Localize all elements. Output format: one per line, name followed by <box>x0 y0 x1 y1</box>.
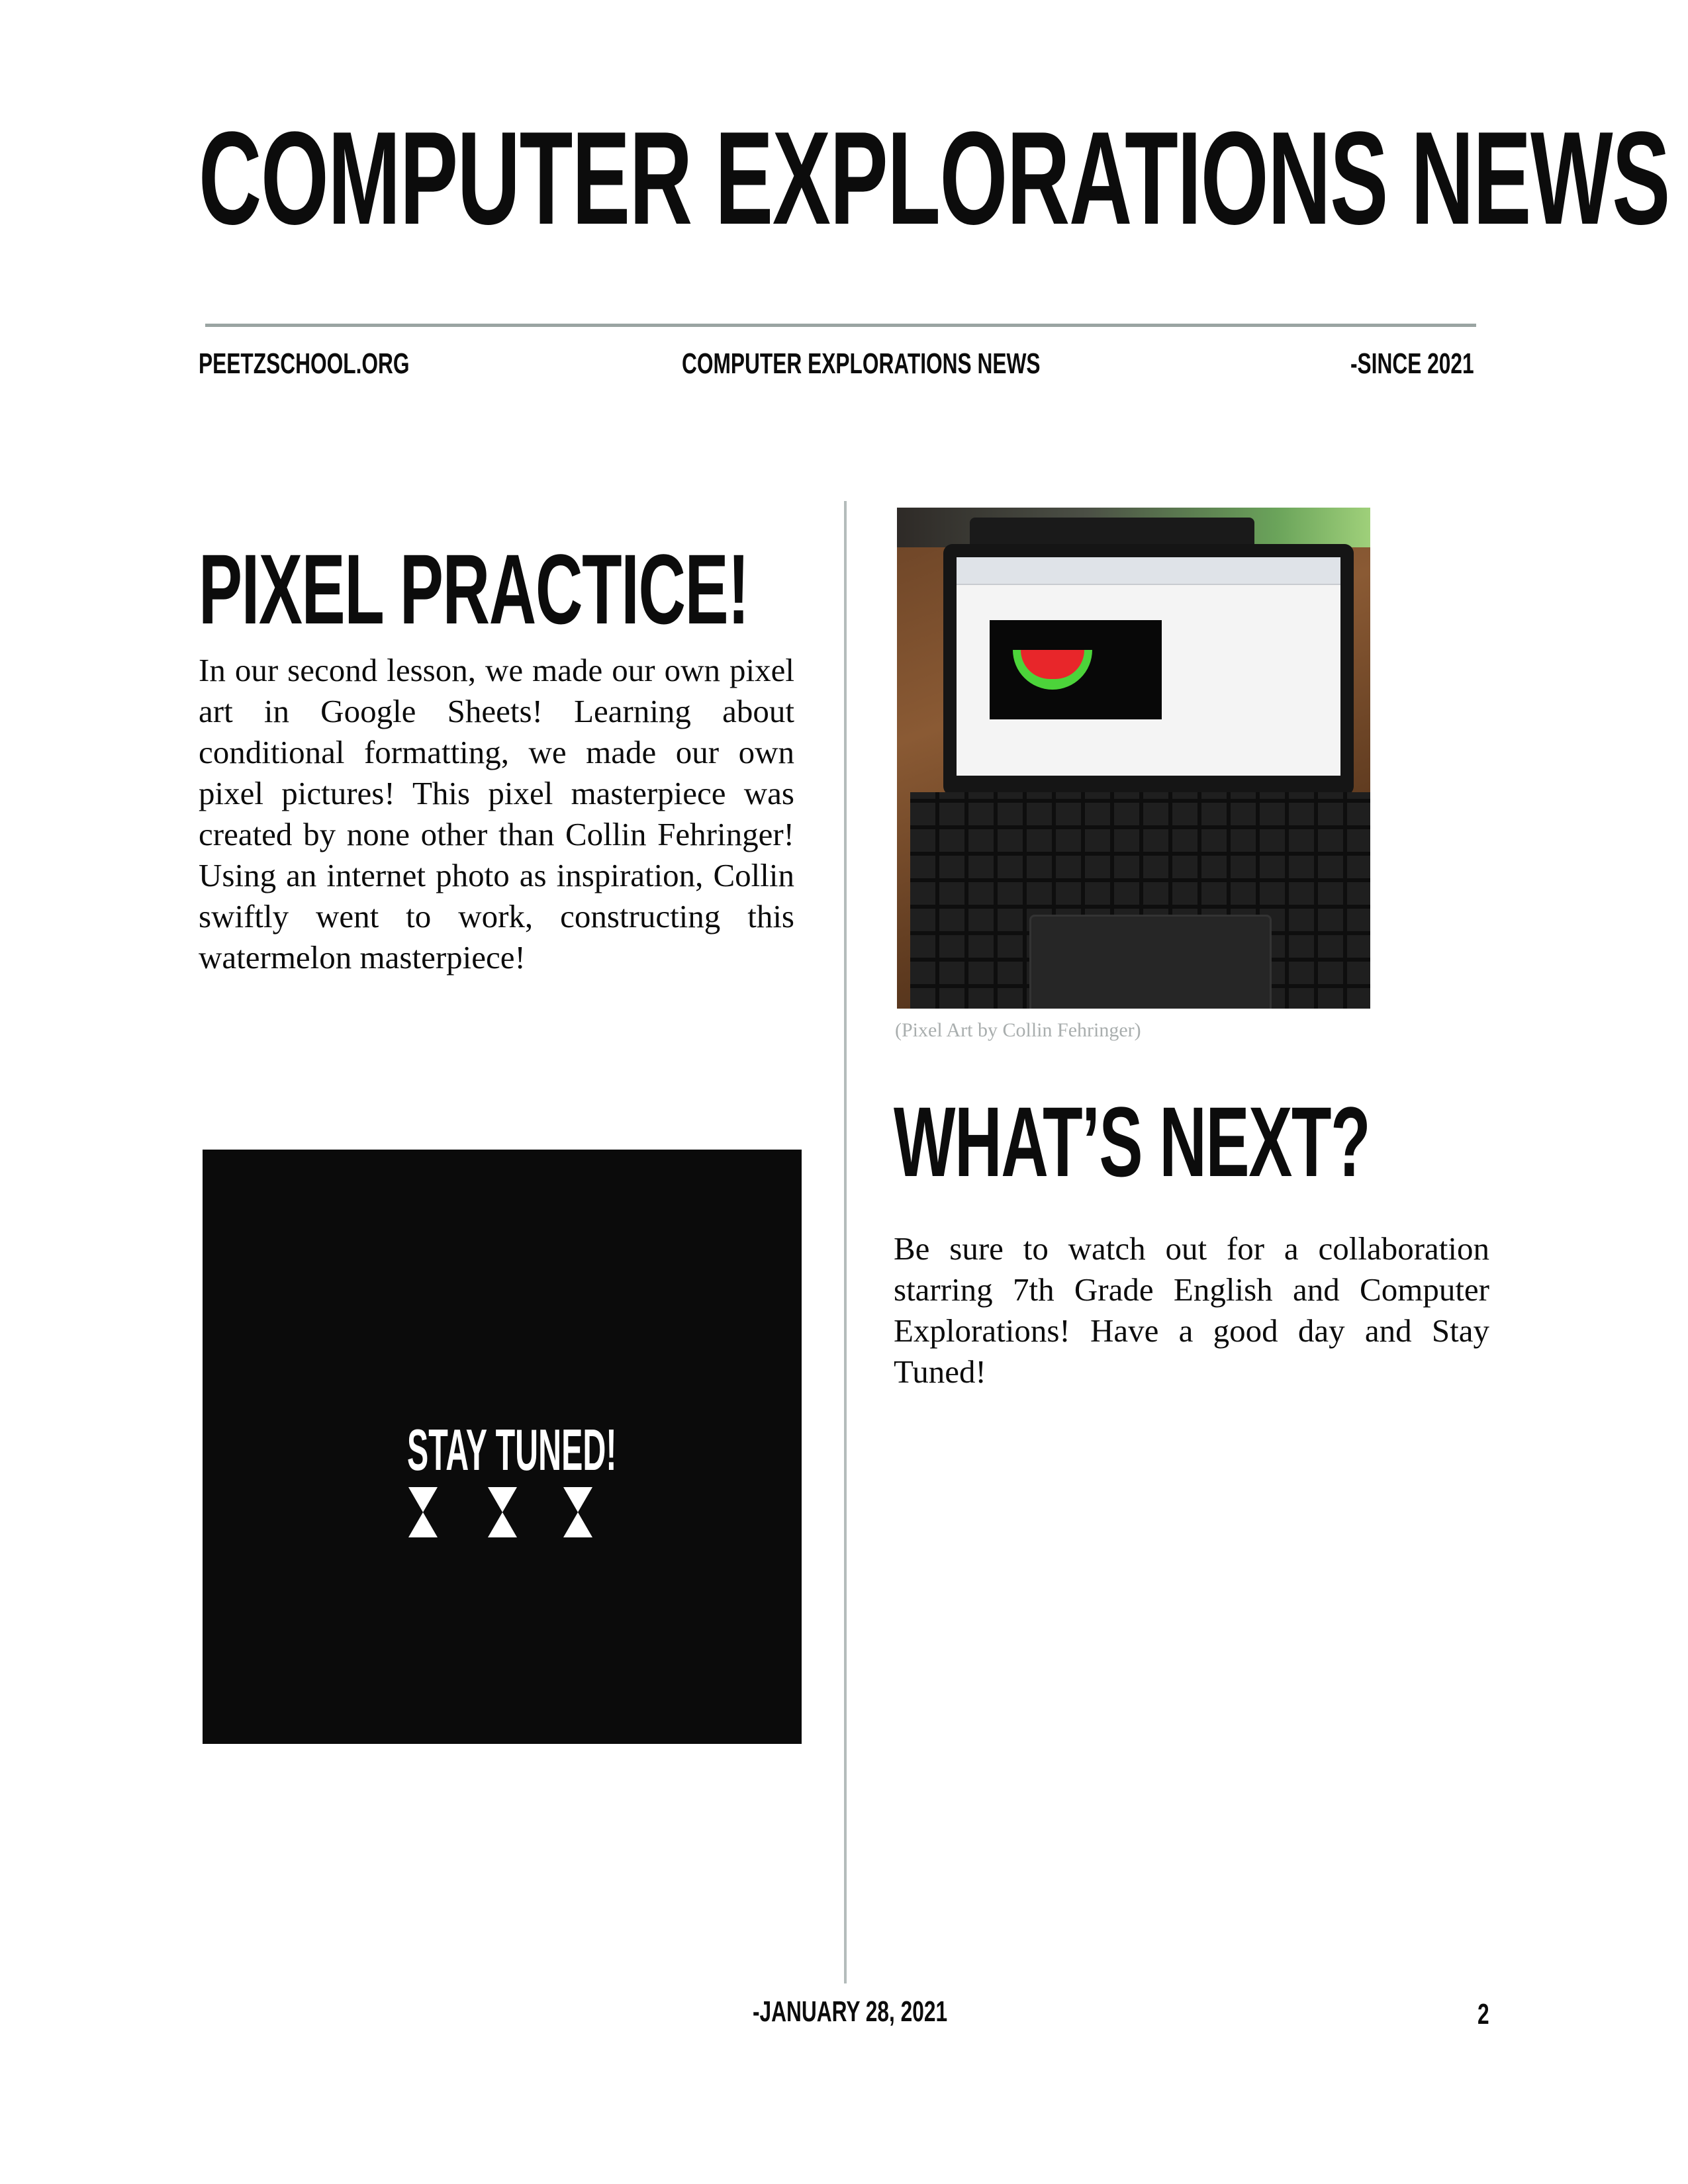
photo-caption: (Pixel Art by Collin Fehringer) <box>895 1019 1141 1041</box>
whats-next-body: Be sure to watch out for a collaboration starring 7th Grade English and Computer Explorations! Have a good day and Stay Tuned! <box>894 1230 1489 1390</box>
footer-date: -JANUARY 28, 2021 <box>753 1995 948 2028</box>
pixel-practice-heading: PIXEL PRACTICE! <box>199 533 749 645</box>
website-label: PEETZSCHOOL.ORG <box>199 347 410 380</box>
hourglass-icon <box>408 1487 438 1537</box>
header-divider <box>205 324 1476 327</box>
laptop-touchpad <box>1029 915 1272 1009</box>
pixel-art-photo <box>897 508 1370 1009</box>
spreadsheet-toolbar <box>957 557 1340 585</box>
column-divider <box>844 501 847 1983</box>
pixel-practice-body: In our second lesson, we made our own pixel art in Google Sheets! Learning about conditional formatting, we made our own pixel pictures! This pixel masterpiece was created by none other than Collin Fehringer! Using an internet photo as inspiration, Collin swiftly went to work, constructing this watermelon masterpiece! <box>199 652 794 976</box>
hourglass-icon <box>563 1487 592 1537</box>
publication-label: COMPUTER EXPLORATIONS NEWS <box>682 347 1041 380</box>
whats-next-heading: WHAT’S NEXT? <box>894 1086 1370 1197</box>
stay-tuned-text: STAY TUNED! <box>407 1417 617 1482</box>
since-label: -SINCE 2021 <box>1350 347 1474 380</box>
newsletter-title: COMPUTER EXPLORATIONS NEWS <box>199 105 1669 252</box>
page-number: 2 <box>1477 1998 1489 2030</box>
hourglass-icon <box>488 1487 517 1537</box>
